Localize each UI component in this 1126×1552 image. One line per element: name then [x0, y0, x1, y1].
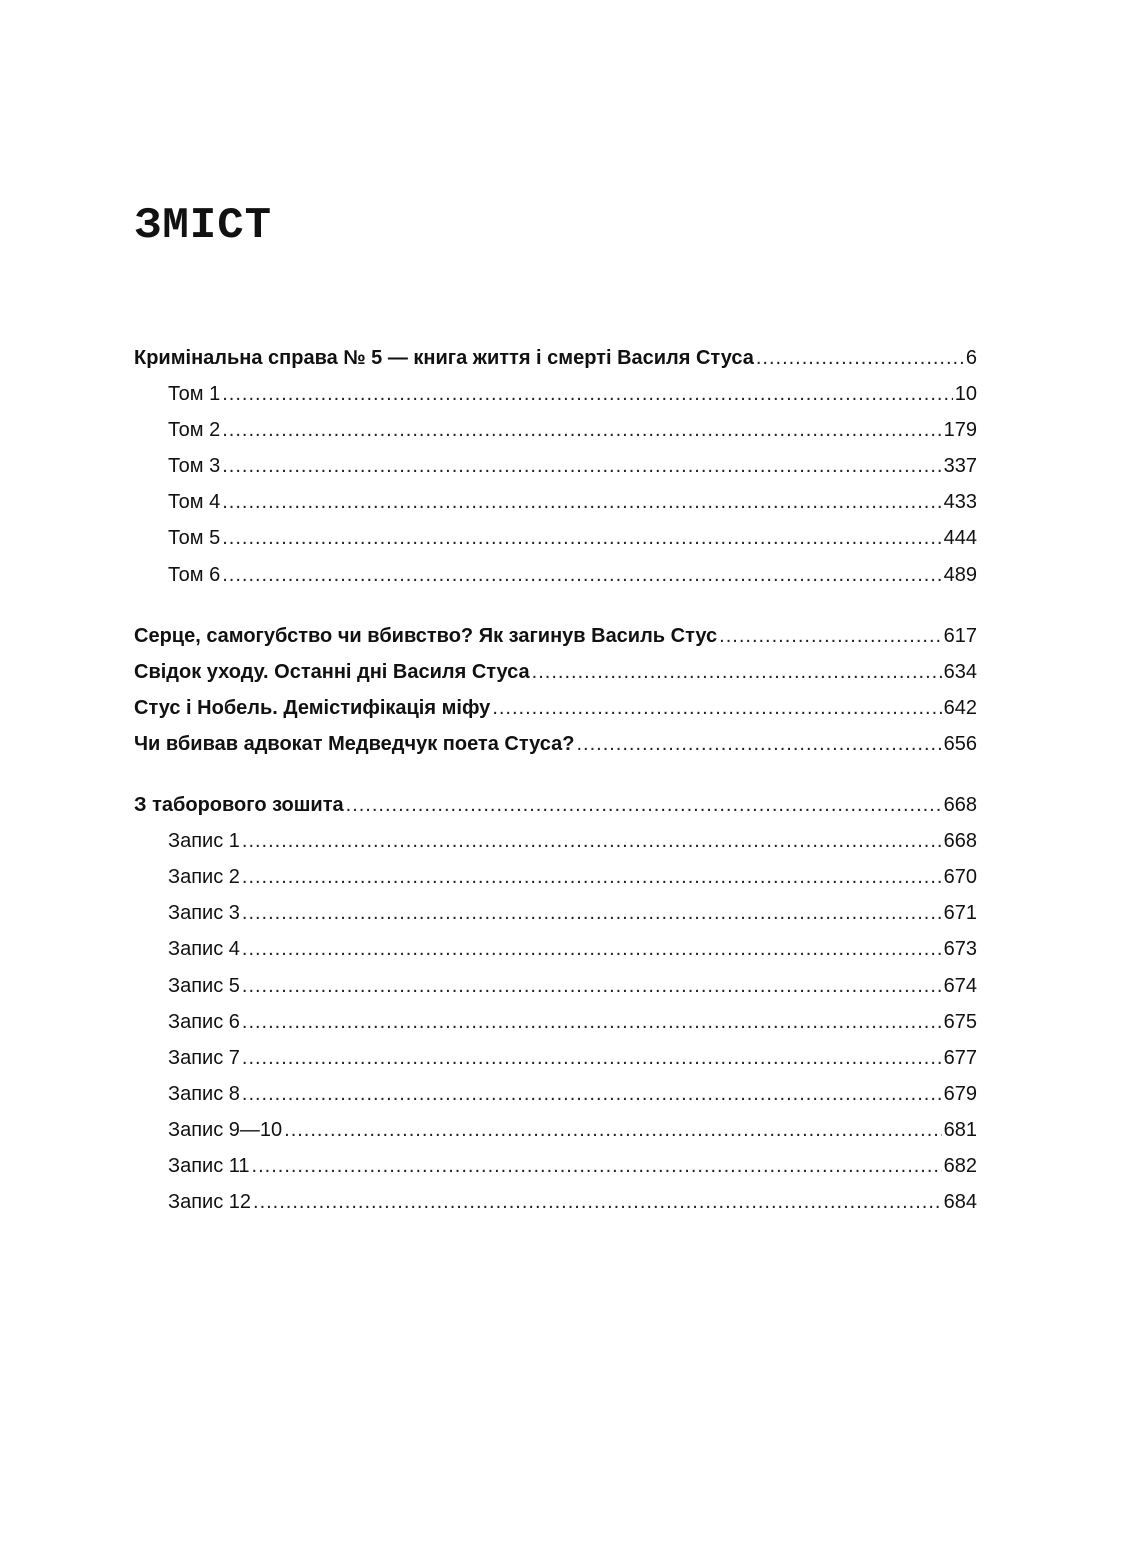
toc-dot-leader — [242, 895, 942, 931]
toc-section-entry[interactable] — [134, 690, 977, 726]
page-title: ЗМІСТ — [135, 201, 273, 251]
toc-subsection-entry[interactable] — [134, 484, 977, 520]
toc-page-number: 679 — [943, 1082, 977, 1105]
toc-section-entry[interactable] — [134, 787, 977, 823]
toc-dot-leader — [284, 1112, 941, 1148]
toc-entry-title: Запис 11 — [168, 1154, 250, 1177]
toc-page-number: 656 — [943, 732, 977, 755]
toc-page-number: 489 — [943, 563, 977, 586]
toc-entry-title: Запис 7 — [168, 1046, 240, 1069]
toc-dot-leader — [242, 1040, 942, 1076]
toc-page-number: 673 — [943, 938, 977, 961]
toc-subsection-entry[interactable] — [134, 931, 977, 967]
toc-subsection-entry[interactable] — [134, 895, 977, 931]
toc-entry-title: Запис 6 — [168, 1010, 240, 1033]
toc-entry-title: Свідок уходу. Останні дні Василя Стуса — [134, 660, 530, 683]
toc-page-number: 682 — [943, 1154, 977, 1177]
toc-entry-title: Запис 5 — [168, 974, 240, 997]
table-of-contents — [134, 340, 977, 1220]
toc-entry-title: З таборового зошита — [134, 794, 344, 817]
toc-entry-title: Том 2 — [168, 419, 221, 442]
toc-page-number: 674 — [943, 974, 977, 997]
toc-section-entry[interactable] — [134, 340, 977, 376]
toc-page-number: 681 — [943, 1118, 977, 1141]
toc-dot-leader — [492, 690, 941, 726]
toc-entry-title: Запис 1 — [168, 830, 240, 853]
toc-entry-title: Том 3 — [168, 455, 221, 478]
toc-dot-leader — [719, 618, 941, 654]
toc-dot-leader — [756, 340, 964, 376]
toc-group — [134, 618, 977, 762]
toc-subsection-entry[interactable] — [134, 1004, 977, 1040]
toc-page-number: 337 — [943, 455, 977, 478]
toc-entry-title: Запис 2 — [168, 866, 240, 889]
toc-entry-title: Кримінальна справа № 5 — книга життя і смерті Василя Стуса — [134, 347, 754, 369]
toc-entry-title: Стус і Нобель. Демістифікація міфу — [134, 696, 491, 719]
toc-dot-leader — [242, 823, 942, 859]
toc-page-number: 684 — [943, 1191, 977, 1214]
toc-page-number: 444 — [943, 527, 977, 550]
toc-page-number: 675 — [943, 1010, 977, 1033]
toc-page-number: 433 — [943, 491, 977, 514]
toc-dot-leader — [222, 557, 941, 593]
toc-subsection-entry[interactable] — [134, 1076, 977, 1112]
toc-entry-title: Запис 8 — [168, 1082, 240, 1105]
toc-dot-leader — [222, 376, 953, 412]
toc-entry-title: Том 1 — [168, 383, 221, 406]
toc-entry-title: Том 5 — [168, 527, 221, 550]
toc-dot-leader — [242, 1004, 942, 1040]
toc-subsection-entry[interactable] — [134, 1184, 977, 1220]
toc-dot-leader — [222, 412, 941, 448]
toc-page-number: 634 — [943, 660, 977, 683]
toc-group — [134, 787, 977, 1220]
toc-subsection-entry[interactable] — [134, 376, 977, 412]
toc-dot-leader — [576, 726, 941, 762]
toc-page-number: 6 — [965, 347, 977, 369]
toc-entry-title: Том 6 — [168, 563, 221, 586]
toc-entry-title: Чи вбивав адвокат Медведчук поета Стуса? — [134, 732, 575, 755]
toc-section-entry[interactable] — [134, 618, 977, 654]
toc-subsection-entry[interactable] — [134, 859, 977, 895]
toc-dot-leader — [242, 931, 942, 967]
toc-entry-title: Запис 12 — [168, 1191, 252, 1214]
toc-subsection-entry[interactable] — [134, 557, 977, 593]
toc-page-number: 677 — [943, 1046, 977, 1069]
toc-page-number: 642 — [943, 696, 977, 719]
toc-dot-leader — [222, 448, 941, 484]
toc-page-number: 668 — [943, 830, 977, 853]
toc-section-entry[interactable] — [134, 654, 977, 690]
toc-page-number: 670 — [943, 866, 977, 889]
toc-page-number: 617 — [943, 624, 977, 647]
toc-subsection-entry[interactable] — [134, 968, 977, 1004]
toc-page-number: 179 — [943, 419, 977, 442]
toc-page-number: 668 — [943, 794, 977, 817]
toc-entry-title: Том 4 — [168, 491, 221, 514]
toc-subsection-entry[interactable] — [134, 1040, 977, 1076]
toc-dot-leader — [242, 859, 942, 895]
toc-dot-leader — [242, 968, 942, 1004]
toc-dot-leader — [222, 484, 941, 520]
toc-dot-leader — [252, 1148, 942, 1184]
toc-dot-leader — [346, 787, 942, 823]
toc-entry-title: Запис 3 — [168, 902, 240, 925]
toc-dot-leader — [222, 520, 941, 556]
toc-group — [134, 340, 977, 593]
toc-subsection-entry[interactable] — [134, 1148, 977, 1184]
toc-subsection-entry[interactable] — [134, 412, 977, 448]
toc-dot-leader — [532, 654, 942, 690]
toc-page-number: 671 — [943, 902, 977, 925]
toc-section-entry[interactable] — [134, 726, 977, 762]
toc-subsection-entry[interactable] — [134, 1112, 977, 1148]
toc-entry-title: Серце, самогубство чи вбивство? Як загинув Василь Стус — [134, 624, 718, 647]
toc-entry-title: Запис 4 — [168, 938, 240, 961]
toc-subsection-entry[interactable] — [134, 448, 977, 484]
toc-page-number: 10 — [954, 383, 977, 406]
toc-dot-leader — [242, 1076, 942, 1112]
toc-subsection-entry[interactable] — [134, 520, 977, 556]
toc-dot-leader — [253, 1184, 942, 1220]
toc-entry-title: Запис 9—10 — [168, 1118, 283, 1141]
toc-subsection-entry[interactable] — [134, 823, 977, 859]
